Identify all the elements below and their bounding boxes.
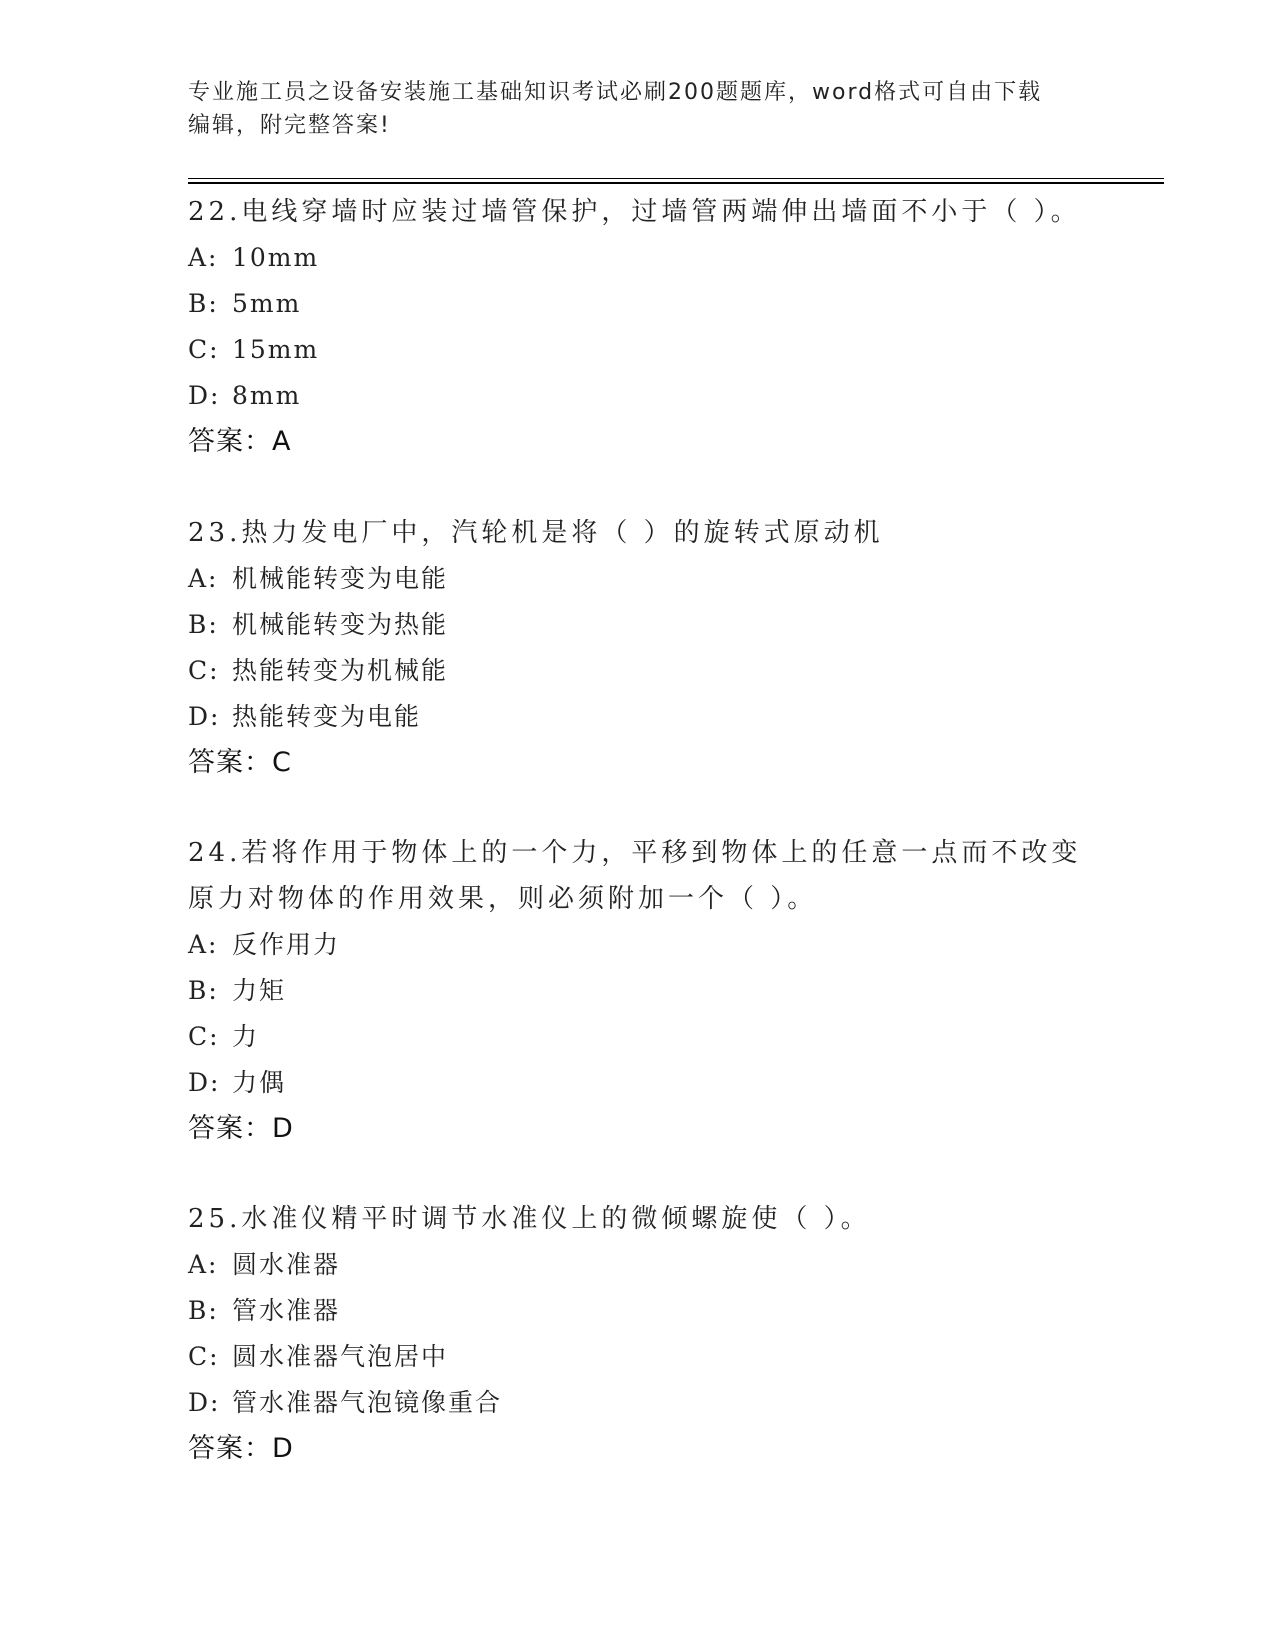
answer-line: 答案：D xyxy=(188,1113,294,1144)
option-letter: D: xyxy=(188,702,221,731)
option-letter: B: xyxy=(188,1296,219,1325)
option-d xyxy=(188,1060,1108,1106)
option-a xyxy=(188,1242,1108,1288)
question-stem: 23.热力发电厂中，汽轮机是将（ ）的旋转式原动机 xyxy=(188,518,884,548)
option-c xyxy=(188,1334,1108,1380)
option-c xyxy=(188,327,1108,373)
option-letter: C: xyxy=(188,335,220,364)
option-letter: A: xyxy=(188,564,219,593)
option-text: 机械能转变为电能 xyxy=(232,564,449,593)
option-letter: A: xyxy=(188,243,219,272)
option-text: 管水准器气泡镜像重合 xyxy=(232,1388,503,1417)
header-title-line1: 专业施工员之设备安装施工基础知识考试必刷200题题库，word格式可自由下载 xyxy=(188,80,1043,105)
option-text: 5mm xyxy=(232,289,302,318)
option-letter: B: xyxy=(188,976,219,1005)
option-text: 圆水准器 xyxy=(232,1250,341,1279)
answer-line: 答案：C xyxy=(188,747,292,778)
document-header xyxy=(188,76,1068,142)
option-letter: C: xyxy=(188,656,220,685)
option-text: 力 xyxy=(232,1022,260,1051)
option-text: 热能转变为机械能 xyxy=(232,656,449,685)
header-divider-thin xyxy=(188,178,1164,179)
option-text: 力偶 xyxy=(232,1068,287,1097)
option-letter: D: xyxy=(188,1388,221,1417)
option-text: 圆水准器气泡居中 xyxy=(232,1342,449,1371)
option-a xyxy=(188,556,1108,602)
option-b xyxy=(188,968,1108,1014)
option-text: 反作用力 xyxy=(232,930,341,959)
option-text: 管水准器 xyxy=(232,1296,341,1325)
option-c xyxy=(188,648,1108,694)
option-text: 机械能转变为热能 xyxy=(232,610,449,639)
option-letter: C: xyxy=(188,1342,220,1371)
option-letter: B: xyxy=(188,610,219,639)
question-stem: 25.水准仪精平时调节水准仪上的微倾螺旋使（ ）。 xyxy=(188,1204,871,1234)
option-text: 8mm xyxy=(232,381,302,410)
header-title-line2: 编辑，附完整答案! xyxy=(188,113,391,138)
question-22 xyxy=(188,189,1108,465)
option-letter: D: xyxy=(188,381,221,410)
question-stem: 24.若将作用于物体上的一个力，平移到物体上的任意一点而不改变原力对物体的作用效果，则必须附加一个（ ）。 xyxy=(188,838,1082,914)
answer-line: 答案：A xyxy=(188,426,292,457)
option-c xyxy=(188,1014,1108,1060)
question-stem: 22.电线穿墙时应装过墙管保护，过墙管两端伸出墙面不小于（ ）。 xyxy=(188,197,1081,227)
option-b xyxy=(188,281,1108,327)
option-d xyxy=(188,1380,1108,1426)
option-a xyxy=(188,235,1108,281)
question-24 xyxy=(188,830,1108,1152)
option-text: 10mm xyxy=(232,243,320,272)
option-d xyxy=(188,373,1108,419)
question-23 xyxy=(188,510,1108,786)
option-letter: C: xyxy=(188,1022,220,1051)
option-b xyxy=(188,602,1108,648)
option-text: 热能转变为电能 xyxy=(232,702,422,731)
option-letter: D: xyxy=(188,1068,221,1097)
option-text: 15mm xyxy=(232,335,320,364)
answer-line: 答案：D xyxy=(188,1433,294,1464)
option-d xyxy=(188,694,1108,740)
header-divider-thick xyxy=(188,182,1164,184)
option-text: 力矩 xyxy=(232,976,287,1005)
option-b xyxy=(188,1288,1108,1334)
option-a xyxy=(188,922,1108,968)
option-letter: A: xyxy=(188,930,219,959)
option-letter: B: xyxy=(188,289,219,318)
option-letter: A: xyxy=(188,1250,219,1279)
question-25 xyxy=(188,1196,1108,1472)
